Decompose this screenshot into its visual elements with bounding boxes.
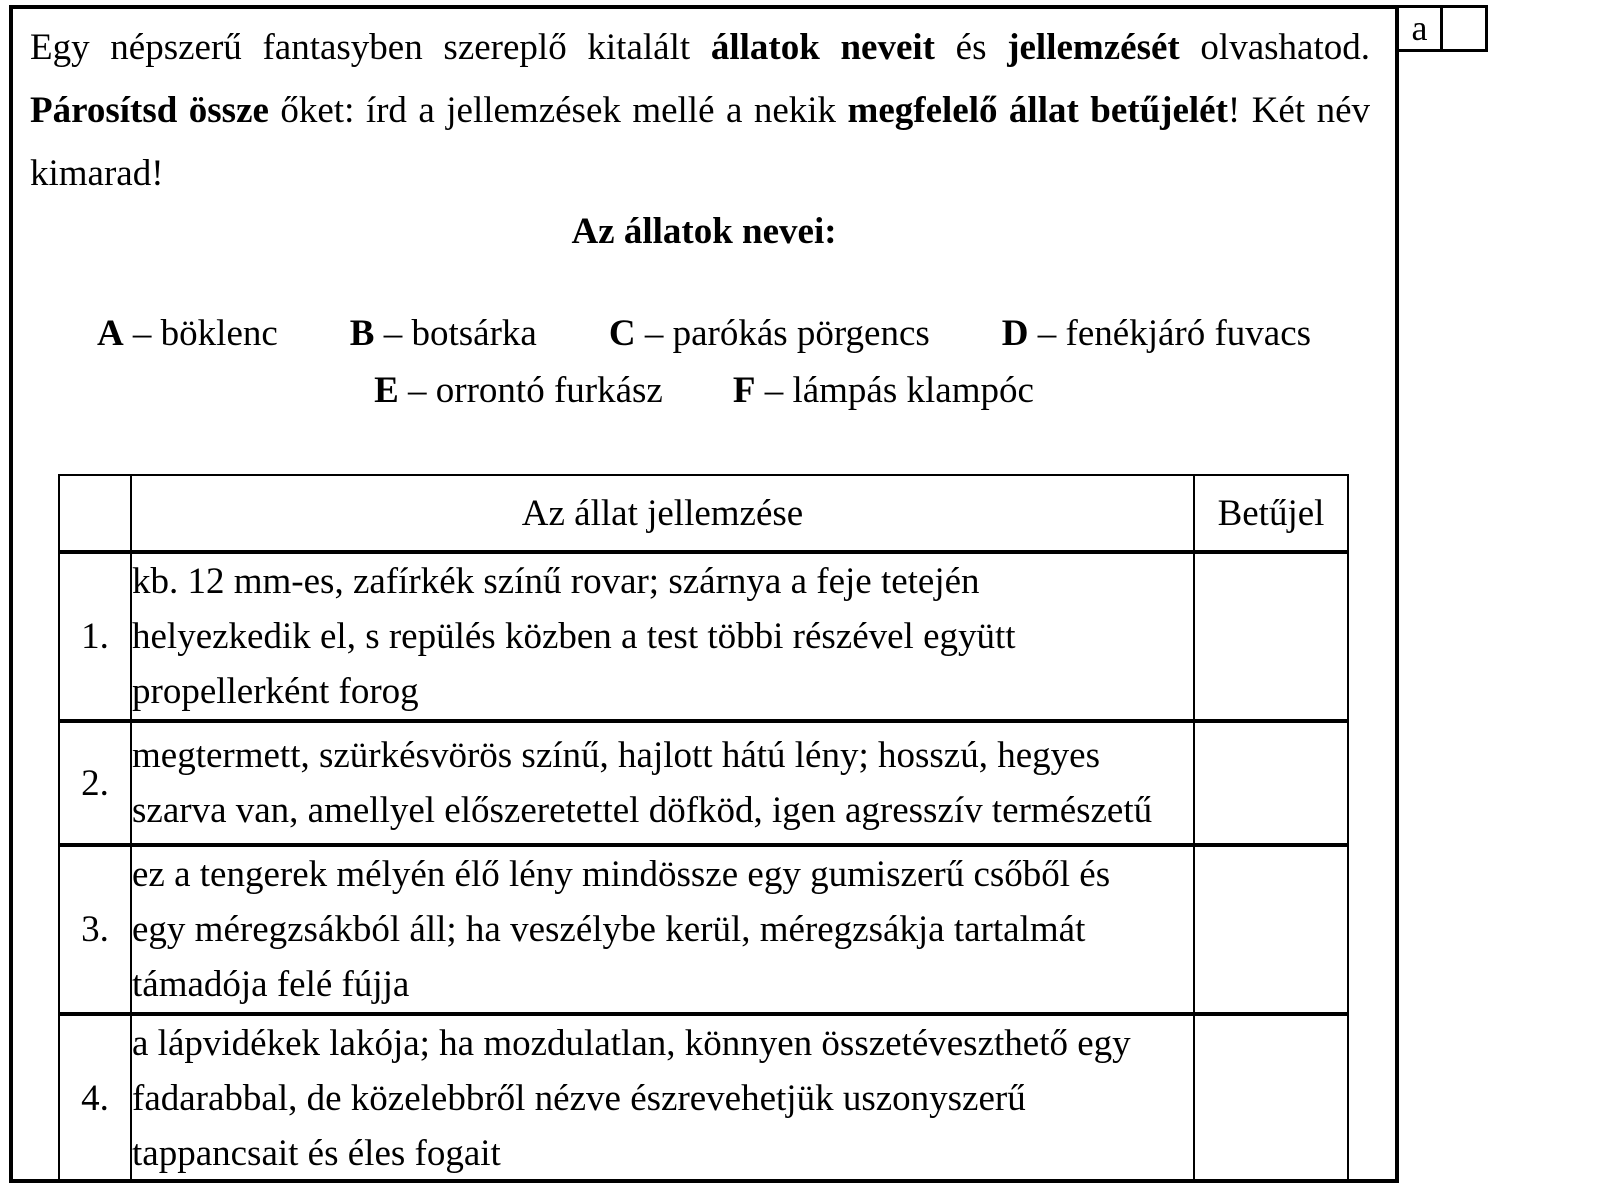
animal-name: orrontó furkász	[435, 370, 663, 411]
animal-name-item-b	[350, 309, 537, 359]
description-line: megtermett, szürkésvörös színű, hajlott hátú lény; hosszú, hegyes	[132, 735, 1100, 776]
answer-cell[interactable]	[1194, 1014, 1348, 1183]
instructions-text: Egy népszerű fantasyben szereplő kitalált	[30, 27, 711, 68]
animal-description	[131, 552, 1194, 721]
letter-name-separator: –	[398, 370, 436, 411]
answer-cell[interactable]	[1194, 721, 1348, 845]
instructions-line-1	[30, 16, 1370, 79]
letter-name-separator: –	[755, 370, 793, 411]
row-number: 3.	[59, 845, 131, 1014]
animal-names-row-1	[13, 309, 1395, 359]
header-blank-cell	[59, 475, 131, 552]
table-row-3	[59, 845, 1348, 1014]
animal-letter: B	[349, 313, 375, 354]
table-row-4	[59, 1014, 1348, 1183]
table-row-2	[59, 721, 1348, 845]
header-description-cell: Az állat jellemzése	[131, 475, 1194, 552]
table-header-row	[59, 475, 1348, 552]
animal-letter: D	[1001, 313, 1029, 354]
instructions-text: ! Két név	[1227, 90, 1370, 131]
row-number: 4.	[59, 1014, 131, 1183]
animal-letter: F	[732, 370, 756, 411]
animal-name-item-a	[97, 309, 278, 359]
matching-table	[58, 474, 1349, 1183]
description-line: egy méregzsákból áll; ha veszélybe kerül, méregzsákja tartalmát	[132, 909, 1086, 950]
instructions-text: és	[934, 27, 1008, 68]
instructions-bold-animal-names: állatok neveit	[710, 27, 935, 68]
animal-name: böklenc	[160, 313, 278, 354]
description-line: kb. 12 mm-es, zafírkék színű rovar; szárnya a feje tetején	[132, 561, 980, 602]
description-line: a lápvidékek lakója; ha mozdulatlan, könnyen összetéveszthető egy	[132, 1023, 1131, 1064]
description-line: fadarabbal, de közelebbről nézve észrevehetjük uszonyszerű	[132, 1078, 1026, 1119]
animal-description	[131, 721, 1194, 845]
instructions-bold-description: jellemzését	[1007, 27, 1180, 68]
header-letter-cell: Betűjel	[1194, 475, 1348, 552]
worksheet-page	[9, 5, 1399, 1183]
description-line: szarva van, amellyel előszeretettel döfköd, igen agresszív természetű	[132, 790, 1153, 831]
description-line: propellerként forog	[132, 671, 419, 712]
score-cell-label: a	[1399, 5, 1443, 52]
letter-name-separator: –	[374, 313, 412, 354]
instructions-bold-letter: megfelelő állat betűjelét	[847, 90, 1228, 131]
animal-name: lámpás klampóc	[792, 370, 1034, 411]
animal-name: fenékjáró fuvacs	[1065, 313, 1312, 354]
animal-description	[131, 845, 1194, 1014]
description-line: tappancsait és éles fogait	[132, 1133, 501, 1174]
animal-name-item-d	[1002, 309, 1311, 359]
score-cell-empty	[1443, 5, 1488, 52]
animal-names-row-2	[13, 366, 1395, 416]
answer-cell[interactable]	[1194, 845, 1348, 1014]
animal-name: parókás pörgencs	[672, 313, 930, 354]
letter-name-separator: –	[123, 313, 161, 354]
table-row-1	[59, 552, 1348, 721]
animal-name-item-e	[374, 366, 663, 416]
animal-description	[131, 1014, 1194, 1183]
instructions-text: olvashatod.	[1179, 27, 1370, 68]
task-instructions	[30, 16, 1370, 205]
animal-names-heading: Az állatok nevei:	[571, 211, 837, 252]
animal-name-item-c	[609, 309, 930, 359]
instructions-text: őket: írd a jellemzések mellé a nekik	[268, 90, 848, 131]
animal-letter: A	[96, 313, 124, 354]
instructions-bold-match: Párosítsd össze	[30, 90, 269, 131]
animal-name: botsárka	[411, 313, 537, 354]
animal-letter: E	[374, 370, 399, 411]
answer-cell[interactable]	[1194, 552, 1348, 721]
description-line: helyezkedik el, s repülés közben a test többi részével együtt	[132, 616, 1016, 657]
letter-name-separator: –	[635, 313, 673, 354]
score-box	[1399, 5, 1488, 52]
animal-name-item-f	[733, 366, 1034, 416]
animal-letter: C	[608, 313, 636, 354]
row-number: 2.	[59, 721, 131, 845]
row-number: 1.	[59, 552, 131, 721]
description-line: ez a tengerek mélyén élő lény mindössze egy gumiszerű csőből és	[132, 854, 1111, 895]
instructions-line-3: kimarad!	[30, 153, 164, 194]
letter-name-separator: –	[1028, 313, 1066, 354]
instructions-line-2	[30, 79, 1370, 142]
description-line: támadója felé fújja	[132, 964, 410, 1005]
